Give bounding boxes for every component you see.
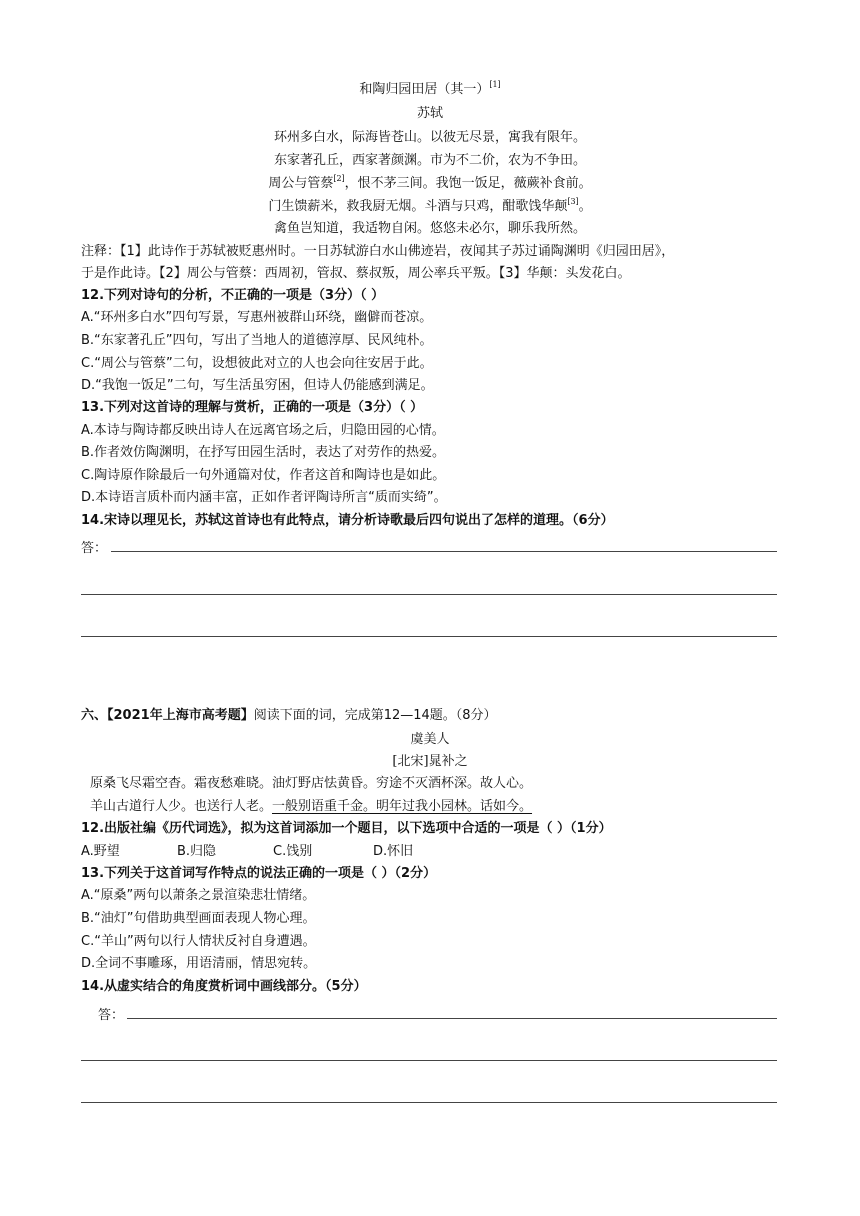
answer-line[interactable]	[81, 636, 777, 637]
poem-line: 门生馈薪米，救我厨无烟。斗酒与只鸡，酣歌饯华颠[3]。	[268, 197, 592, 214]
options-row	[81, 840, 413, 859]
answer-label: 答：	[98, 1008, 125, 1023]
option-d: D.“我饱一饭足”二句，写生活虽穷困，但诗人仍能感到满足。	[81, 378, 434, 393]
option-a: A.“环州多白水”四句写景，写惠州被群山环绕，幽僻而苍凉。	[81, 310, 433, 325]
ci-author: [北宋]晁补之	[392, 754, 468, 769]
ci-line: 羊山古道行人少。也送行人老。一般别语重千金。明年过我小园林。话如今。	[90, 799, 533, 814]
option-b: B.作者效仿陶渊明，在抒写田园生活时，表达了对劳作的热爱。	[81, 445, 446, 460]
question-12: 12.出版社编《历代词选》，拟为这首词添加一个题目，以下选项中合适的一项是（ ）（1分）	[81, 821, 612, 836]
option-b: B.“油灯”句借助典型画面表现人物心理。	[81, 911, 316, 926]
poem-author: 苏轼	[416, 106, 443, 121]
poem-line: 禽鱼岂知道，我适物自闲。悠悠未必尔，聊乐我所然。	[273, 221, 586, 236]
poem-line: 周公与管蔡[2]，恨不茅三间。我饱一饭足，薇蕨补食前。	[268, 174, 592, 191]
answer-line[interactable]	[81, 1102, 777, 1103]
option-b: B.归隐	[177, 844, 217, 859]
footnote-ref-2: [2]	[333, 174, 345, 183]
option-c: C.陶诗原作除最后一句外通篇对仗，作者这首和陶诗也是如此。	[81, 468, 446, 483]
option-a: A.野望	[81, 844, 120, 859]
poem-title: 和陶归园田居（其一）[1]	[359, 80, 501, 97]
option-d: D.怀旧	[373, 844, 414, 859]
footnote-ref-3: [3]	[567, 197, 579, 206]
question-14: 14.从虚实结合的角度赏析词中画线部分。（5分）	[81, 979, 367, 994]
annotation-line: 于是作此诗。【2】周公与管蔡：西周初，管叔、蔡叔叛，周公率兵平叛。【3】华颠：头发花白。	[81, 266, 631, 281]
option-d: D.本诗语言质朴而内涵丰富，正如作者评陶诗所言“质而实绮”。	[81, 490, 447, 505]
answer-line[interactable]	[127, 1018, 777, 1019]
annotation-line: 注释：【1】此诗作于苏轼被贬惠州时。一日苏轼游白水山佛迹岩，夜闻其子苏过诵陶渊明《归园田居》，	[81, 244, 675, 259]
question-13: 13.下列关于这首词写作特点的说法正确的一项是（ ）（2分）	[81, 866, 437, 881]
poem-line: 环州多白水，际海皆苍山。以彼无尽景，寓我有限年。	[273, 130, 586, 145]
poem-line: 东家著孔丘，西家著颜渊。市为不二价，农为不争田。	[273, 153, 586, 168]
section-heading: 六、【2021年上海市高考题】阅读下面的词，完成第12—14题。（8分）	[81, 708, 497, 723]
answer-line[interactable]	[81, 1060, 777, 1061]
option-c: C.饯别	[273, 844, 313, 859]
ci-line: 原桑飞尽霜空杳。霜夜愁难晓。油灯野店怯黄昏。穷途不灭酒杯深。故人心。	[90, 776, 533, 791]
option-c: C.“羊山”两句以行人情状反衬自身遭遇。	[81, 934, 316, 949]
option-d: D.全词不事雕琢，用语清丽，情思宛转。	[81, 956, 317, 971]
ci-title: 虞美人	[410, 732, 450, 747]
footnote-ref-1: [1]	[489, 80, 501, 89]
answer-line[interactable]	[111, 551, 777, 552]
answer-label: 答：	[81, 541, 108, 556]
option-b: B.“东家著孔丘”四句，写出了当地人的道德淳厚、民风纯朴。	[81, 333, 433, 348]
option-a: A.本诗与陶诗都反映出诗人在远离官场之后，归隐田园的心情。	[81, 423, 445, 438]
question-13: 13.下列对这首诗的理解与赏析，正确的一项是（3分）（ ）	[81, 400, 424, 415]
underlined-passage: 一般别语重千金。明年过我小园林。话如今。	[272, 799, 533, 814]
question-12: 12.下列对诗句的分析，不正确的一项是（3分）（ ）	[81, 288, 385, 303]
question-14: 14.宋诗以理见长，苏轼这首诗也有此特点，请分析诗歌最后四句说出了怎样的道理。（6分）	[81, 513, 614, 528]
option-a: A.“原桑”两句以萧条之景渲染悲壮情绪。	[81, 888, 316, 903]
answer-line[interactable]	[81, 594, 777, 595]
option-c: C.“周公与管蔡”二句，设想彼此对立的人也会向往安居于此。	[81, 356, 433, 371]
